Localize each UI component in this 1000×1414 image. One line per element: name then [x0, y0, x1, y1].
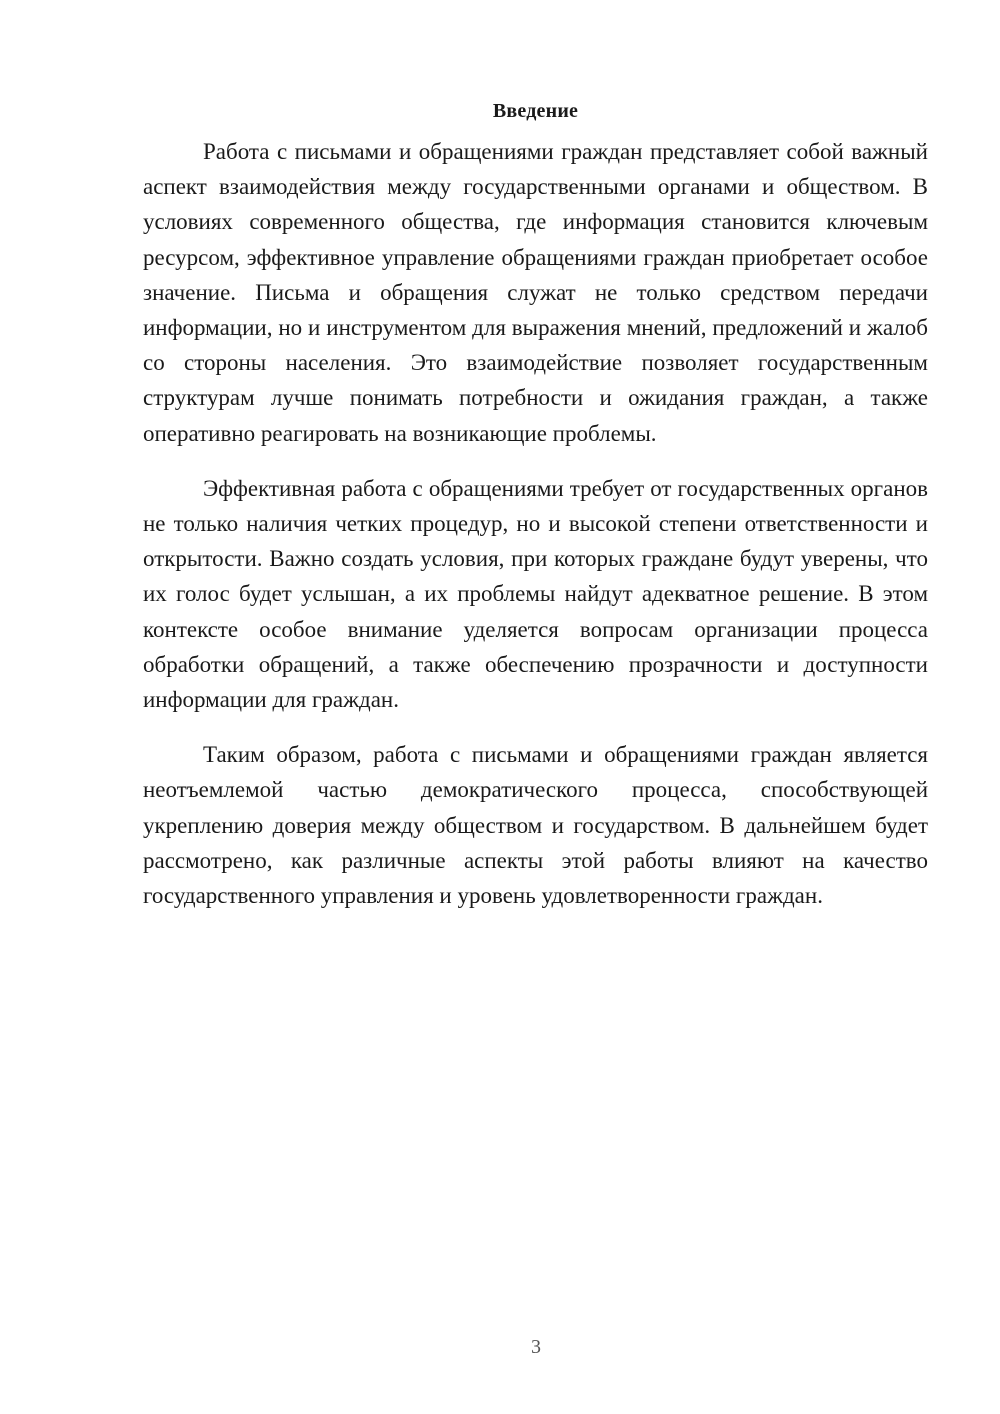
section-title: Введение [492, 100, 579, 122]
page-content [143, 96, 928, 933]
paragraph-1: Работа с письмами и обращениями граждан представляет собой важный аспект взаимодействия между государственными органами и обществом. В условиях современного общества, где информация становится ключевым ресурсом, эффективное управление обращениями граждан приобретает особое значение. Письма и обращения служат не только средством передачи информации, но и инструментом для выражения мнений, предложений и жалоб со стороны населения. Это взаимодействие позволяет государственным структурам лучше понимать потребности и ожидания граждан, а также оперативно реагировать на возникающие проблемы. [143, 139, 928, 446]
page-number: 3 [531, 1336, 541, 1358]
paragraph-2: Эффективная работа с обращениями требует от государственных органов не только наличия четких процедур, но и высокой степени ответственности и открытости. Важно создать условия, при которых граждане будут уверены, что их голос будет услышан, а их проблемы найдут адекватное решение. В этом контексте особое внимание уделяется вопросам организации процесса обработки обращений, а также обеспечению прозрачности и доступности информации для граждан. [143, 475, 928, 713]
paragraph-3: Таким образом, работа с письмами и обращениями граждан является неотъемлемой частью демократического процесса, способствующей укреплению доверия между обществом и государством. В дальнейшем будет рассмотрено, как различные аспекты этой работы влияют на качество государственного управления и уровень удовлетворенности граждан. [143, 742, 928, 909]
